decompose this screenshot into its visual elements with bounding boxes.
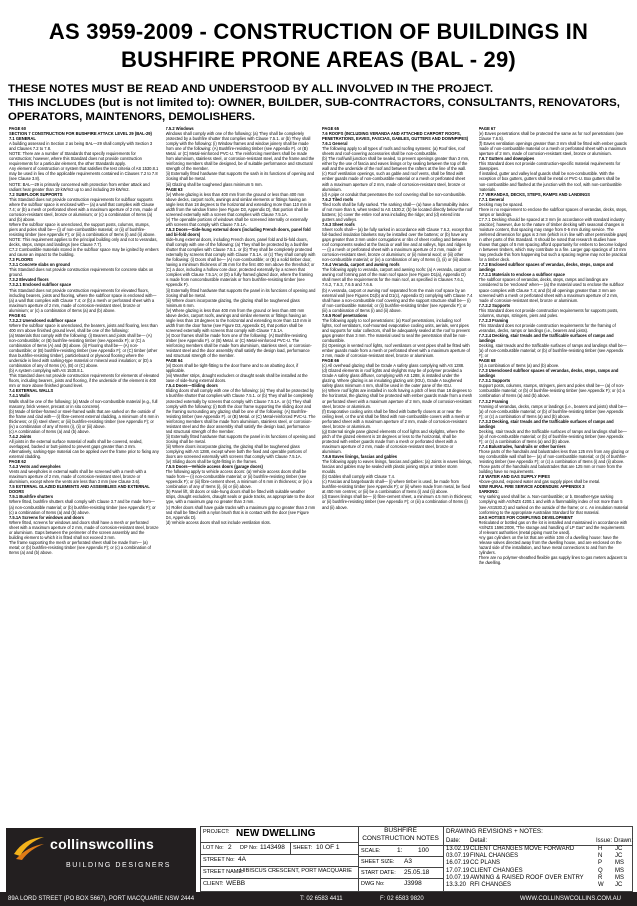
note-paragraph: (b) Gables shall comply with Clause 7.4. <box>322 474 396 480</box>
note-paragraph: (iii) Glazing shall be toughened glass minimum 5 mm. <box>165 181 263 187</box>
footer-address: 89A LORD STREET (PO BOX 5667), PORT MACQUARIE NSW 2444 <box>8 896 195 902</box>
note-paragraph: Walls shall be one of the following: (a) Made of non-combustible material (e.g., full masonry, brick veneer, precast or in situ concrete). <box>9 398 158 409</box>
note-paragraph: (c) Roller doors shall have guide tracks with a maximum gap no greater than 3 mm and shall be fitted with a nylon brush that is in contact with the door (see Figure D4, Appendix D). <box>165 504 316 520</box>
note-paragraph: Side-hung external doors, including French doors, panel fold and bi-fold doors, shall comply with one of the following: (a) They shall be protected by a bushfire shutter that complies with Clause 7.5.1. or (b) They shall be completely protected externally by screens that comply with Clause 7.5.1A. or (c) They shall comply with the following: (i) Doors shall be— (A) non-combustible; or (B) a solid timber door, having a minimum thickness of 35 mm for the first 400 mm above the threshold; or (C) a door, including a hollow core door, protected externally by a screen that complies with Clause 7.5.1A; or (D) a fully framed glazed door, where the framing is made from noncombustible materials or from bushfire-resisting timber (see Appendix F). <box>165 237 316 288</box>
revision-detail: FINAL CHANGES <box>470 853 519 860</box>
note-paragraph: If installed, gutter and valley leaf guards shall be non-combustible. With the exception of box gutters, gutters shall be metal or PVC-U. Box gutters shall be non-combustible and flashed at the junction with the roof, with non-combustible materials. <box>478 171 622 192</box>
note-heading: 7.7.1 General <box>478 196 504 202</box>
note-paragraph: (f) Evaporative cooling units shall be fitted with butterfly closers at or near the ceiling level, or the unit shall be fitted with non-combustible covers with a mesh or perforated sheet with a maximum aperture of 2 mm, made of corrosion-resistant steel, bronze or aluminium. <box>322 408 470 429</box>
revision-drawn: MS <box>615 867 624 874</box>
lot-value: 2 <box>228 844 232 851</box>
note-paragraph: The subfloor spaces of verandas, decks, steps, ramps and landings are considered to be 'enclosed' when— (a) the material used to enclose the subfloor space complies with Clause 7.4; and (b) all openings greater than 3 mm are screened with a mesh or perforated sheet with a maximum aperture of 2 mm, made of corrosion-resistant steel, bronze or aluminium. <box>478 277 624 303</box>
note-paragraph: (v) The openable portions of windows shall be screened internally or externally with screens that comply with Clause 7.5.1A. <box>165 216 308 227</box>
note-paragraph: This Standard does not provide construction requirements for elements of elevated floors, including bearers, joists and flooring, if the underside of the element is 400 mm or more above finished ground level. <box>9 373 159 389</box>
note-paragraph: (ii) Externally fitted hardware that supports the panel in its functions of opening and closing shall be metal. <box>165 433 316 444</box>
start-date-label: START DATE: <box>361 870 396 876</box>
notice-line-2: THIS INCLUDES (but is not limited to): OWNER, BUILDER, SUB-CONTRACTORS, CONSULTANTS, RENOVATORS, <box>8 97 620 109</box>
dwg-value: J3998 <box>404 880 422 887</box>
note-paragraph: (c) Roof ventilation openings, such as gable and roof vents, shall be fitted with ember guards made of non-combustible material or a mesh or perforated sheet with a maximum aperture of 2 mm, made of corrosion-resistant steel, bronze or aluminium. <box>322 171 466 192</box>
title-line-1: AS 3959-2009 - CONSTRUCTION OF BUILDINGS IN <box>48 19 589 44</box>
note-heading: 7.3.1 Concrete slabs on ground <box>9 262 70 268</box>
scale-unit: 100 <box>418 847 429 854</box>
note-paragraph: This Standard does not provide construction-specific material requirements for downpipes. <box>478 161 621 172</box>
note-heading: PAGE 61 <box>9 312 26 318</box>
revisions-title: DRAWING REVISIONS + NOTES: <box>446 828 543 835</box>
note-paragraph: (d) Eaves linings shall be— (i) fibre-cement sheet, a minimum 4.5 mm in thickness; or (ii) bushfire-resisting timber (see Appendix F); or (iii) a combination of Items (i) and (ii) above. <box>322 494 473 510</box>
note-paragraph: (vi) Doors shall be tight-fitting to the door frame and to an abutting door, if applicable. <box>165 363 299 374</box>
note-heading: GAS HOTSES FOR COMPLYING DEVELOPMENT <box>478 514 573 520</box>
footer-fax: F: 02 6583 9820 <box>380 896 424 902</box>
note-heading: SARKING: <box>478 489 499 495</box>
note-paragraph: Any gas cylinders on the lot that are within 10m of a dwelling house: have the release valves directed away from the dwelling house, and are enclosed on the hazard side of the installation, and have metal connections to and from the cylinders. <box>478 534 622 555</box>
note-paragraph: (iii) Where doors incorporate glazing, the glazing shall be toughened glass minimum 6 mm. <box>165 297 300 308</box>
note-paragraph: The following apply to eaves linings, fascias and gables: (a) Joints in eaves linings, fascias and gables may be sealed with plastic joining strips or timber storm moulds. <box>322 459 472 475</box>
note-heading: 7.7.2.4 Decking, stair treads and the trafficable surfaces of ramps and landings <box>478 332 614 343</box>
note-paragraph: NOTE: This requirement applies to the principal building only and not to verandas, decks, steps, ramps and landings (see Clause 7.7). <box>9 237 158 248</box>
revision-issue: P <box>598 860 603 867</box>
note-paragraph: C7.2 Combustible materials stored in the subfloor space may be ignited by embers and cause an impact to the building. <box>9 247 159 258</box>
note-paragraph: (b) The roof/wall junction shall be sealed, to prevent openings greater than 3 mm, either by the use of fascia and eaves linings or by sealing between the top of the wall and the underside of the roof and between the rafters at the line of the wall. <box>322 156 470 172</box>
note-paragraph: NOTE: There are a number of Standards that specify requirements for construction; however, where this Standard does not provide construction requirements for a particular element, the other Standards apply. <box>9 151 142 167</box>
dp-value: 1143498 <box>260 844 285 851</box>
note-paragraph: (iv) Where glazing is less than 400 mm from the ground or less than 400 mm above decks, carport roofs, awnings and similar elements or fittings having an angle less than 18 degrees to the horizontal and extending more than 110 mm in width from the door frame (see Figure D3, Appendix D), that portion shall be screened externally with screens that comply with Clause 7.5.1A. <box>165 307 312 333</box>
dp-label: DP No: <box>240 845 258 851</box>
revision-date: 13.02.19 <box>446 846 470 852</box>
note-paragraph: The following apply to all types of roofs and roofing systems: (a) Roof tiles, roof sheets and roof-covering accessories shall be non-combustible. <box>322 146 466 157</box>
note-heading: 7.6 ROOFS (INCLUDING VERANDA AND ATTACHED CARPORT ROOFS, PENETRATIONS, EAVES, FASCIAS, GABLES, GUTTERS AND DOWNPIPES) <box>322 131 469 142</box>
note-paragraph: C7.7.1 Decking should be spaced at 3 mm (in accordance with standard industry practice); however, due to the nature of timber decking with seasonal changes in moisture content, that spacing may range from 0-5 mm during service. The preferred dimension for gaps is 3 mm (which is in line with other permissible gaps) in other parts of this Standard. It should be noted that research studies have shown that gaps of 5 mm spacing afford opportunity for embers to become lodged in between timbers, which may contribute to a fire. Larger gap spacings of 10 mm may preclude this from happening but such a spacing regime may not be practical for a timber deck. <box>478 216 628 263</box>
revision-date: 13.3.20 <box>446 882 467 888</box>
note-paragraph: Those parts of the handrails and balustrades that are 125 mm or more from the building have no requirements. <box>478 464 622 475</box>
note-paragraph: (c) a combination of Items (a) and (b) above. <box>478 363 560 369</box>
notes-column-2 <box>166 126 317 820</box>
note-heading: PAGE 60 <box>9 126 26 131</box>
note-heading: PAGE 67 <box>478 126 496 131</box>
note-paragraph: (ii) Externally fitted hardware that supports the panel in its functions of opening and closing shall be metal. <box>165 287 316 298</box>
note-paragraph: (v) Door frames shall be made from one of the following: (A) Bushfire-resisting timber (see Appendix F). or (B) Metal. or (C) Metal-reinforced PVC-U. The reinforcing members shall be made from aluminium, stainless steel, or corrosion-resistant steel and the door assembly shall satisfy the design load, performance and structural strength of the member. <box>165 332 312 359</box>
note-paragraph: (b) Panel lift, tilt doors or side-hung doors shall be fitted with suitable weather strips, draught excluders, draught seals or guide tracks, as appropriate to the door type, with a maximum gap no greater than 3 mm. <box>165 489 315 505</box>
dwg-label: DWG No: <box>361 881 385 887</box>
revision-issue: N <box>598 853 603 860</box>
note-heading: 7.6.6 Eaves linings, fascias and gables <box>322 454 398 460</box>
note-heading: 7.2 SUBFLOOR SUPPORTS <box>9 191 63 197</box>
note-paragraph: (vii) Weather strips, draught excluders or draught seals shall be installed at the base of side-hung external doors. <box>165 373 308 384</box>
note-paragraph: (f) Eaves ventilation openings greater than 3 mm shall be fitted with ember guards made of non-combustible material or a mesh or perforated sheet with a maximum aperture of 2 mm, made of corrosion-resistant steel, bronze or aluminium. <box>478 141 627 157</box>
note-heading: 7.7.3 Unenclosed subfloor spaces of verandas, decks, steps, ramps and landings <box>478 368 619 379</box>
note-paragraph: Any sarking used shall be: a. Non-combustible; or b. Breather-type sarking complying with AS/NZS 4200.1 and with a flammability index of not more than 5 (see AS1530.2) and sarked on the outside of the frame; or c. An insulation material conforming to the appropriate Australian Standard for that material. <box>478 494 629 515</box>
note-paragraph: Decking may be spaced. <box>478 201 524 207</box>
lot-label: LOT No: <box>203 845 224 851</box>
note-heading: 7.1 GENERAL <box>9 136 36 142</box>
note-heading: 7.8 WATER AND GAS SUPPLY PIPES <box>478 474 550 480</box>
note-paragraph: Support posts, columns, stumps, stringers, piers and poles shall be— (a) of non-combustible material; or (b) of bushfire-resisting timber (see Appendix F); or (c) a combination of Items (a) and (b) above. <box>478 383 625 399</box>
note-paragraph: This Standard does not provide construction requirements for subfloor supports where the subfloor space is enclosed with— (a) a wall that complies with Clause 7.4; or (b) a mesh or perforated sheet with a maximum aperture of 2 mm, made of corrosion-resistant steel, bronze or aluminium; or (c) a combination of Items (a) and (b) above. <box>9 196 158 222</box>
footer-web: WWW.COLLINSWCOLLINS.COM.AU <box>520 896 622 902</box>
note-paragraph: This Standard does not provide construction requirements for elevated floors, including bearers, joists and flooring, where the subfloor space is enclosed with— (a) a wall that complies with Clause 7.4; or (b) a mesh or perforated sheet with a maximum aperture of 2 mm, made of corrosion-resistant steel, bronze or aluminium; or (c) a combination of Items (a) and (b) above. <box>9 287 157 313</box>
note-paragraph: Any element of construction or system that satisfies the test criteria of AS 1530.8.1 may be used in lieu of the applicable requirements contained in Clauses 7.2 to 7.8 (see Clause 3.8). <box>9 166 159 182</box>
note-heading: 7.7 VERANDAS, DECKS, STEPS, RAMPS AND LANDINGS <box>478 191 591 197</box>
note-heading: PAGE 62 <box>9 459 26 465</box>
project-value: NEW DWELLING <box>236 828 316 839</box>
revision-issue: Q <box>598 867 603 874</box>
note-heading: 7.3.2.2 Unenclosed subfloor space <box>9 317 77 323</box>
note-paragraph: There are no polymer-sheathed flexible gas supply lines to gas meters adjacent to the dwelling. <box>478 554 628 566</box>
note-heading: 7.6.4 Veranda, carport and awning roofs <box>322 262 400 268</box>
notice-block <box>8 82 628 124</box>
note-heading: SECTION 7 CONSTRUCTION FOR BUSHFIRE ATTACK LEVEL 29 (BAL-29) <box>9 131 152 137</box>
note-paragraph: The frame supporting the mesh or perforated sheet shall be made from— (a) metal; or (b) bushfire-resisting timber (see Appendix F); or (c) a combination of Items (a) and (b) above. <box>9 539 151 555</box>
logo-swoosh-icon <box>12 834 46 862</box>
note-paragraph: Decking, stair treads and the trafficable surfaces of ramps and landings shall be— (a) of non-combustible material; or (b) of bushfire-resisting timber (see Appendix F); or (c) a combination of Items (a) and (b) above. <box>478 428 627 444</box>
note-paragraph: Those parts of the handrails and balustrades less than 125 mm from any glazing or any combustible wall shall be— (a) of non-combustible material; or (b) of bushfire-resisting timber (see Appendix F); or (c) a combination of Items (i) and (ii) above. <box>478 449 629 465</box>
scale-value: 1: <box>397 847 403 854</box>
revision-issue: H <box>598 846 603 852</box>
note-paragraph: (iv) Sliding doors shall be tight-fitting in the frames. <box>165 459 258 465</box>
note-heading: PAGE 64 <box>165 358 183 364</box>
revisions-col-detail: Detail: <box>470 838 488 844</box>
note-paragraph: (b) A system complying with AS 1530.8.1. <box>9 368 85 374</box>
revision-issue: W <box>598 882 604 888</box>
note-heading: PAGE 68 <box>478 358 496 364</box>
note-heading: 7.5.1 Bushfire shutters <box>9 494 54 500</box>
note-paragraph: (g) External single pane glazed elements of roof lights and skylights, where the pitch of the glazed element is 18 degrees or less to the horizontal, shall be protected with ember guards made from a mesh or perforated sheet with a maximum aperture of 2 mm, made of corrosion-resistant steel, bronze or aluminium. <box>322 428 465 454</box>
note-paragraph: (ii) Externally fitted hardware that supports the sash in its functions of opening and closing shall be metal. <box>165 171 315 182</box>
logo-name: collinswcollins <box>50 836 155 852</box>
revision-detail: CLIENT CHANGES <box>470 867 523 874</box>
note-paragraph: Framing of verandas, decks, ramps or landings (i.e., bearers and joists) shall be— (a) of non-combustible material; or (b) of bushfire-resisting timber (see Appendix F); or (c) a combination of Items (a) and (b) above. <box>478 403 628 419</box>
note-heading: NSW RURAL FIRE SERVICE ADDENDUM: APPENDIX 3 <box>478 484 585 490</box>
sheet-size-label: SHEET SIZE: <box>361 859 395 865</box>
note-paragraph: (b) Openings in vented roof lights, roof ventilators or vent pipes shall be fitted with ember guards made from a mesh or perforated sheet with a maximum aperture of 2 mm, made of corrosion-resistant steel, bronze or aluminium. <box>322 343 470 359</box>
note-paragraph: This Standard does not provide construction requirements for the framing of verandas, decks, ramps or landings (i.e., bearers and joists). <box>478 322 616 333</box>
note-paragraph: NOTE: BAL—29 is primarily concerned with protection from ember attack and radiant heat greater than 19 kW/m2 up to and including 29 kW/m2. <box>9 181 150 192</box>
note-paragraph: (b) Made of timber-framed or steel-framed walls that are sarked on the outside of the frame and clad with— (i) fibre-cement external cladding, a minimum of 6 mm in thickness; or (ii) steel sheet; or (iii) bushfire-resisting timber (see Appendix F); or (iv) a combination of any of Items (i), (ii) or (iii) above. <box>9 408 159 429</box>
note-paragraph: (a) Materials that comply with the following: (i) Bearers and joists shall be— (A) non-combustible; or (B) bushfire-resisting timber (see Appendix F); or (C) a combination of Items (A) and (B) above. (ii) Flooring shall be— (A) non-combustible; or (B) bushfire-resisting timber (see Appendix F); or (C) timber (other than bushfire-resisting timber), particleboard or plywood flooring where the underside is lined with sarking-type material or mineral wool insulation; or (D) a combination of any of Items (A), (B) or (C) above. <box>9 332 158 369</box>
notes-column-4 <box>479 126 630 820</box>
company-logo <box>6 828 196 892</box>
note-heading: 7.7.3.2 Framing <box>478 398 509 404</box>
note-heading: 7.5.5 Doors—Vehicle access doors (garage doors) <box>165 464 263 470</box>
note-heading: 7.4.1 Walls <box>9 393 30 399</box>
note-paragraph: A building assessed in Section 2 as being BAL—29 shall comply with Section 3 and Clauses 7.2 to 7.8. <box>9 141 153 152</box>
note-paragraph: Windows shall comply with one of the following: (a) They shall be completely protected by a bushfire shutter that complies with Clause 7.5.1. or (b) They shall comply with the following: (i) Window frames and window joinery shall be made from one of the following: (A) Bushfire-resisting timber (see Appendix F). or (B) Metal. or (C) Metal-reinforced PVC-U. The reinforcing members shall be made from aluminium, stainless steel, or corrosion-resistant steel, and the frame and the reinforcing members shall be designed, be of suitable performance and structural strength of the member. <box>165 131 315 172</box>
notes-column-3 <box>322 126 473 820</box>
note-paragraph: (iv) Where glazing is less than 400 mm from the ground or less than 400 mm above decks, carport roofs, awnings and similar elements or fittings having an angle less than 18 degrees to the horizontal and extending more than 110 mm in width from the window frame (see Figure D3, Appendix D), that portion shall be screened externally with a screen that complies with Clause 7.5.1A. <box>165 191 312 217</box>
note-heading: 7.7.2.3 Framing <box>478 317 509 323</box>
note-paragraph: (d) Vehicle access doors shall not include ventilation slots. <box>165 519 271 525</box>
note-paragraph: (b) A veranda, carport or awning roof separated from the main roof space by an external wall (see Figures D1(b) and D1(c), Appendix D) complying with Clause 7.4 shall have a non-combustible roof covering and the support structure shall be— (i) of non-combustible material; or (ii) bushfire-resisting timber (see Appendix F); or (iii) a combination of Items (i) and (ii) above. <box>322 287 473 313</box>
note-paragraph: Above-ground, exposed water and gas supply pipes shall be metal. <box>478 479 601 485</box>
note-heading: 7.5.1A Screens for windows and doors <box>9 514 84 520</box>
note-paragraph: Vents and weepholes in external walls shall be screened with a mesh with a maximum aperture of 2 mm, made of corrosion-resistant steel, bronze or aluminium, except where the vents are less than 3 mm (see Clause 3.6). <box>9 469 147 485</box>
sheet-label: SHEET: <box>293 845 313 851</box>
drawing-title-1: BUSHFIRE <box>384 827 417 834</box>
note-paragraph: (iii) Where doors incorporate glazing, the glazing shall be toughened glass complying with AS 1288, except where both the fixed and operable portions of doors are screened externally with screens that comply with Clause 7.5.1A. <box>165 443 307 460</box>
title-line-2: BUSHFIRE PRONE AREAS (BAL - 29) <box>121 47 516 72</box>
note-paragraph: The following apply to vehicle access doors: (a) Vehicle access doors shall be made from— (i) non-combustible material; or (ii) bushfire-resisting timber (see Appendix F); or (iii) fibre-cement sheet, a minimum of 6 mm in thickness; or (iv) a combination of any of Items (i), (ii) or (iii) above. <box>165 469 313 490</box>
revision-detail: CLIENT CHANGES MOVE FORWARD <box>470 846 575 852</box>
note-paragraph: (c) Fascias and bargeboards shall— (i) where timber is used, be made from bushfire-resisting timber (see Appendix F); or (ii) where made from metal, be fixed at 450 mm centres; or (iii) be a combination of Items (i) and (ii) above. <box>322 479 471 495</box>
note-heading: PAGE 65 <box>322 126 339 131</box>
revision-date: 10.07.19 <box>446 874 470 881</box>
client-value: WEBB <box>226 880 246 887</box>
note-heading: 7.7.3.1 Supports <box>478 378 511 384</box>
note-heading: 7.3.2 Elevated floors <box>9 277 49 283</box>
note-paragraph: This Standard does not provide construction requirements for concrete slabs on ground. <box>9 267 154 278</box>
note-heading: 7.3 FLOORS <box>9 257 33 263</box>
note-heading: 7.4.3 Vents and weepholes <box>9 464 61 470</box>
revisions-col-drawn: Drawn: <box>614 838 634 844</box>
revision-drawn: JC <box>615 846 623 852</box>
street-name-label: STREET NAME: <box>203 869 244 875</box>
note-heading: 7.7.4 Balustrades, handrails or other barriers <box>478 443 566 449</box>
page-title <box>0 18 637 74</box>
note-paragraph: The following apply to veranda, carport and awning roofs: (a) A veranda, carport or awning roof forming part of the main roof space (see Figure D1(a), Appendix D) shall meet all the requirements for the main roof, as specified in Clauses 7.6.1, 7.6.2, 7.6.3, 7.6.5 and 7.6.6. <box>322 267 472 288</box>
scale-label: SCALE: <box>361 848 381 854</box>
note-paragraph: There is no requirement to enclose the subfloor spaces of verandas, decks, steps, ramps or landings. <box>478 206 628 217</box>
note-paragraph: Reticulated or bottled gas on the lot is installed and maintained in accordance with AS/NZS 1596:2008, "The storage and handling of LP Gas" and the requirements of relevant authorities (metal piping must be used). <box>478 519 628 535</box>
project-label: PROJECT: <box>203 829 230 835</box>
notes-column-1 <box>9 126 160 820</box>
revision-detail: AWNING & RAISED ROOF OVER ENTRY <box>470 874 584 881</box>
note-paragraph: (e) Eaves penetrations shall be protected the same as for roof penetrations (see Clause 7.6.5). <box>478 131 624 142</box>
note-heading: 7.5 EXTERNAL GLAZED ELEMENTS AND ASSEMBLIES AND EXTERNAL DOORS <box>9 484 150 495</box>
revisions-col-issue: Issue: <box>596 838 613 844</box>
notice-line-1: THESE NOTES MUST BE READ AND UNDERSTOOD BY ALL INVOLVED IN THE PROJECT. <box>8 83 493 95</box>
note-heading: PAGE 66 <box>322 358 339 364</box>
note-heading: 7.7.3.3 Decking, stair treads and the trafficable surfaces of ramps and landings <box>478 418 614 429</box>
start-date-value: 25.05.18 <box>404 869 430 876</box>
note-heading: 7.6.1 General <box>322 141 348 147</box>
footer-phone: T: 02 6583 4411 <box>300 896 343 902</box>
note-paragraph: Where fitted, screens for windows and doors shall have a mesh or perforated sheet with a maximum aperture of 2 mm, made of corrosion-resistant steel, bronze or aluminium. Gaps between the perimeter of the screen assembly and the building element to which it is fitted shall not exceed 3 mm. <box>9 519 159 540</box>
note-paragraph: Decking, stair treads and the trafficable surfaces of ramps and landings shall be— (a) of non-combustible material; or (b) of bushfire-resisting timber (see Appendix F); or <box>478 343 627 359</box>
note-paragraph: (d) Glazed elements in roof lights and skylights may be of polymer provided a Grade A safety glass diffuser, complying with AS 1288, is installed under the glazing. Where glazing is an insulating glazing unit (IGU), Grade A toughened safety glass minimum 4 mm, shall be used in the outer pane of the IGU. <box>322 368 463 389</box>
sheet-size-value: A3 <box>404 858 412 865</box>
notes-columns <box>9 126 629 820</box>
note-heading: PAGE 63 <box>165 186 183 192</box>
sheet-value: 10 OF 1 <box>316 844 340 851</box>
client-label: CLIENT: <box>203 881 224 887</box>
note-heading: 7.6.5 Roof penetrations <box>322 312 368 318</box>
note-paragraph: Sheet roofs shall— (a) be fully sarked in accordance with Clause 7.6.2, except that foil-backed insulation blankets may be installed over the battens; or (b) have any gaps greater than 3 mm under corrugations or ribs of sheet roofing and between roof components sealed at the fascia or wall line and at valleys, hips and ridges by— (i) a mesh or perforated sheet with a maximum aperture of 2 mm, made of corrosion-resistant steel, bronze or aluminium; or (ii) mineral wool; or (iii) other non-combustible material; or (iv) a combination of any of Items (i), (ii) or (iii) above. <box>322 226 472 263</box>
revision-drawn: JC <box>615 853 623 860</box>
note-paragraph: Where the subfloor space is unenclosed, the support posts, columns, stumps, piers and poles shall be— (i) of non-combustible material; or (ii) of bushfire-resisting timber (see Appendix F); or (iii) a combination of Items (i) and (ii) above. <box>9 221 156 237</box>
note-paragraph: Sliding doors shall comply with one of the following: (a) They shall be protected by a bushfire shutter that complies with Clause 7.5.1. or (b) They shall be completely protected externally by screens that comply with Clause 7.5.1A. or (c) They shall comply with the following: (i) Both the door frame supporting the sliding door and the framing surrounding any glazing shall be one of the following: (A) Bushfire-resisting timber (see Appendix F). or (B) Metal. or (C) Metal-reinforced PVC-U. The reinforcing members shall be made from aluminium, stainless steel, or corrosion-resistant steel and the door assembly shall satisfy the design load, performance and structural strength of the member. <box>165 388 316 434</box>
note-paragraph: Where the subfloor space is unenclosed, the bearers, joists and flooring, less than 400 mm above finished ground level, shall be one of the following: <box>9 322 158 333</box>
street-no-label: STREET No: <box>203 857 235 863</box>
revision-detail: RFI CHANGES <box>470 882 512 888</box>
note-heading: 7.7.2.1 Materials to enclose a subfloor space <box>478 272 565 278</box>
drawing-title-2: CONSTRUCTION NOTES <box>362 835 439 842</box>
note-paragraph: This Standard does not provide construction requirements for supports posts, columns, stumps, stringers, piers and poles. <box>478 307 619 318</box>
revision-detail: CC PLANS <box>470 860 501 867</box>
note-heading: 7.5.4 Doors—Sliding doors <box>165 383 218 389</box>
note-paragraph: All joints in the external surface material of walls shall be covered, sealed, overlapped, backed or butt-jointed to prevent gaps greater than 3 mm. <box>9 438 143 449</box>
note-heading: 7.4 EXTERNAL WALLS <box>9 388 54 394</box>
note-paragraph: Alternatively, sarking-type material can be applied over the frame prior to fixing any external cladding. <box>9 449 159 460</box>
revision-issue: R <box>598 874 603 881</box>
revision-date: 03.07.19 <box>446 853 470 860</box>
note-heading: 7.5.3 Doors—Side-hung external doors (including French doors, panel fold and bi-fold doors) <box>165 226 311 237</box>
note-heading: 7.6.3 Sheet roofs <box>322 221 355 227</box>
revision-date: 17.07.19 <box>446 867 470 874</box>
note-heading: 7.7.2.2 Supports <box>478 302 511 308</box>
footer-bar <box>0 892 637 906</box>
logo-tagline: BUILDING DESIGNERS <box>66 862 172 869</box>
note-paragraph: (c) A combination of Items (a) and (b) above. <box>9 428 90 434</box>
revision-date: 16.07.19 <box>446 860 470 867</box>
note-paragraph: Tiled roofs shall be fully sarked. The sarking shall— (a) have a flammability index of not more than 5, when tested to AS 1530.2; (b) be located directly below the roof battens; (c) cover the entire roof area including the ridge; and (d) extend into gutters and valleys. <box>322 201 473 222</box>
note-heading: 7.5.2 Windows <box>165 126 194 131</box>
note-paragraph: (c) All overhead glazing shall be Grade A safety glass complying with AS 1288. <box>322 363 465 369</box>
note-heading: 7.4.2 Joints <box>9 433 32 439</box>
note-heading: 7.3.2.1 Enclosed subfloor space <box>9 282 72 288</box>
revisions-col-date: Date: <box>446 838 461 844</box>
note-paragraph: Where fitted, bushfire shutters shall comply with Clause 3.7 and be made from— (a) non-combustible material; or (b) bushfire-resisting timber (see Appendix F); or (c) a combination of Items (a) and (b) above. <box>9 499 156 515</box>
note-heading: 7.6.7 Gutters and downpipes <box>478 156 535 162</box>
note-paragraph: (e) Where roof lights are installed in roofs having a pitch of less than 18 degrees to the horizontal, the glazing shall be protected with ember guards made from a mesh or perforated sheet with a maximum aperture of 2 mm, made of corrosion-resistant steel, bronze or aluminium. <box>322 388 473 409</box>
street-no-value: 4A <box>238 856 246 863</box>
note-heading: 7.6.2 Tiled roofs <box>322 196 354 202</box>
revision-drawn: MS <box>615 874 624 881</box>
revision-drawn: JC <box>615 882 623 888</box>
revision-drawn: MS <box>615 860 624 867</box>
notice-line-3: OPERATORS, MAINTENORS, DEMOLISHERS. <box>8 111 256 123</box>
note-paragraph: (d) A pipe or conduit that penetrates the roof covering shall be non-combustible. <box>322 191 467 197</box>
note-heading: 7.7.2 Enclosed subfloor spaces of verandas, decks, steps, ramps and landings <box>478 262 614 273</box>
street-name-value: HIBISCUS CRESCENT, PORT MACQUARIE <box>240 868 352 874</box>
note-paragraph: The following apply to roof penetrations: (a) Roof penetrations, including roof lights, roof ventilators, roof-mounted evaporative cooling units, aerials, vent pipes and supports for solar collectors, shall be adequately sealed at the roof to prevent gaps greater than 3 mm. The material used to seal the penetration shall be non-combustible. <box>322 317 470 343</box>
